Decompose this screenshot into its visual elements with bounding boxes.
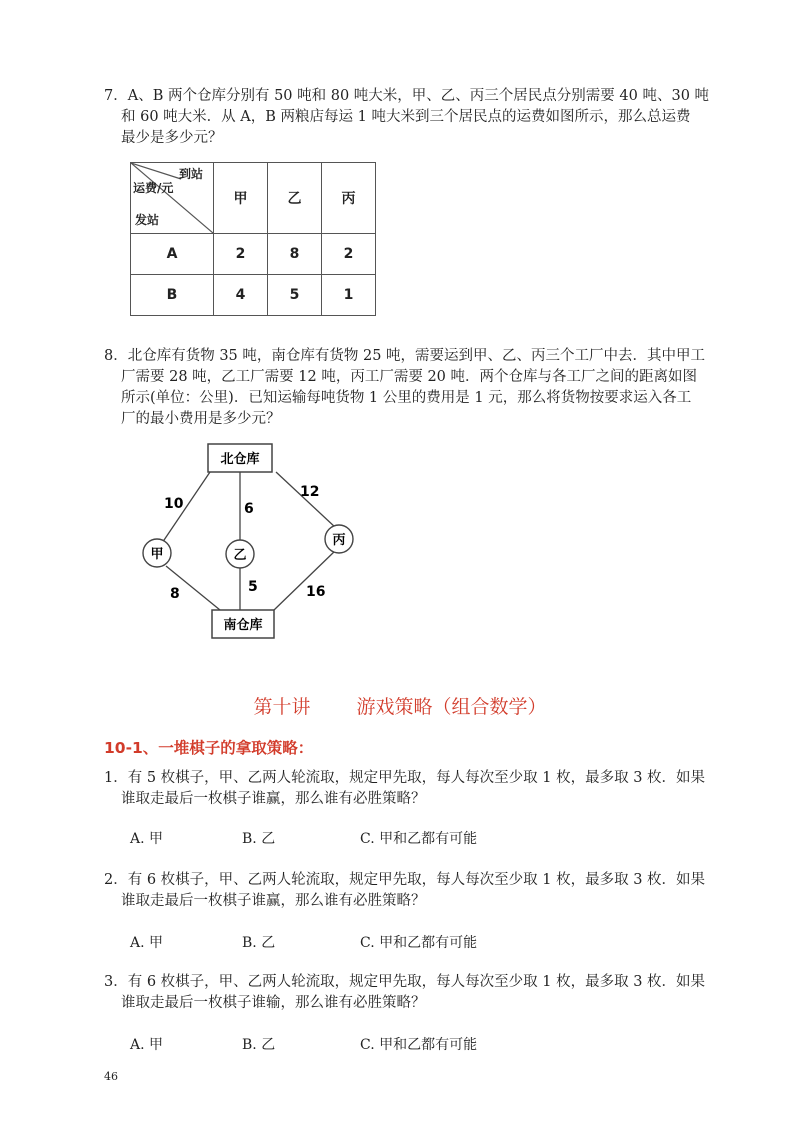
p2-option-a: A. 甲 bbox=[130, 935, 164, 951]
cell-a-yi: 8 bbox=[268, 234, 322, 275]
distance-south-jia: 8 bbox=[170, 586, 180, 602]
p2-option-b: B. 乙 bbox=[242, 935, 276, 951]
cell-a-bing: 2 bbox=[322, 234, 376, 275]
column-header-jia: 甲 bbox=[214, 163, 268, 234]
q7-line-2: 和 60 吨大米．从 A，B 两粮店每运 1 吨大米到三个居民点的运费如图所示，那么总运费 bbox=[121, 109, 691, 125]
q7-line-1: 7．A、B 两个仓库分别有 50 吨和 80 吨大米，甲、乙、丙三个居民点分别需要 40 吨、30 吨 bbox=[104, 88, 710, 104]
lecture-number: 第十讲 bbox=[253, 696, 311, 718]
p1-option-c: C. 甲和乙都有可能 bbox=[360, 831, 478, 847]
south-warehouse-label: 南仓库 bbox=[223, 618, 263, 633]
q8-line-2: 厂需要 28 吨，乙工厂需要 12 吨，丙工厂需要 20 吨．两个仓库与各工厂之间的距离如图 bbox=[121, 369, 698, 385]
factory-yi-label: 乙 bbox=[233, 548, 247, 563]
problem-1 bbox=[104, 768, 744, 810]
distance-north-jia: 10 bbox=[164, 496, 184, 512]
p3-line-2: 谁取走最后一枚棋子谁输，那么谁有必胜策略？ bbox=[121, 995, 426, 1011]
page-number: 46 bbox=[104, 1070, 118, 1083]
lecture-heading bbox=[0, 692, 800, 719]
edge-north-bing bbox=[276, 472, 336, 528]
cell-b-yi: 5 bbox=[268, 275, 322, 316]
distance-south-bing: 16 bbox=[306, 584, 326, 600]
cell-b-jia: 4 bbox=[214, 275, 268, 316]
row-label-b: B bbox=[131, 275, 214, 316]
cell-b-bing: 1 bbox=[322, 275, 376, 316]
question-7 bbox=[104, 86, 744, 149]
problem-3 bbox=[104, 972, 744, 1014]
question-8 bbox=[104, 346, 744, 430]
table-row bbox=[131, 234, 376, 275]
table-corner-cell bbox=[131, 163, 214, 234]
north-warehouse-label: 北仓库 bbox=[220, 452, 260, 467]
factory-jia-label: 甲 bbox=[150, 547, 164, 562]
cell-a-jia: 2 bbox=[214, 234, 268, 275]
section-heading: 10-1、一堆棋子的拿取策略： bbox=[104, 739, 314, 757]
p2-option-c: C. 甲和乙都有可能 bbox=[360, 935, 478, 951]
row-label-a: A bbox=[131, 234, 214, 275]
warehouse-distance-diagram bbox=[140, 438, 380, 648]
lecture-title: 游戏策略（组合数学） bbox=[356, 696, 547, 718]
p1-line-1: 1．有 5 枚棋子，甲、乙两人轮流取，规定甲先取，每人每次至少取 1 枚，最多取 3 枚．如果 bbox=[104, 770, 706, 786]
corner-label-cost: 运费/元 bbox=[133, 181, 174, 195]
q8-line-4: 厂的最小费用是多少元？ bbox=[121, 411, 281, 427]
freight-cost-table bbox=[130, 162, 376, 316]
column-header-yi: 乙 bbox=[268, 163, 322, 234]
p2-line-1: 2．有 6 枚棋子，甲、乙两人轮流取，规定甲先取，每人每次至少取 1 枚，最多取 3 枚．如果 bbox=[104, 872, 706, 888]
corner-label-to-station: 到站 bbox=[179, 167, 204, 181]
q8-line-1: 8．北仓库有货物 35 吨，南仓库有货物 25 吨，需要运到甲、乙、丙三个工厂中去．其中甲工 bbox=[104, 348, 706, 364]
edge-south-bing bbox=[274, 550, 336, 610]
p1-line-2: 谁取走最后一枚棋子谁赢，那么谁有必胜策略？ bbox=[121, 791, 426, 807]
distance-north-yi: 6 bbox=[244, 501, 254, 517]
corner-label-from-station: 发站 bbox=[135, 213, 160, 227]
p3-option-b: B. 乙 bbox=[242, 1037, 276, 1053]
table-row bbox=[131, 275, 376, 316]
p3-option-a: A. 甲 bbox=[130, 1037, 164, 1053]
problem-2 bbox=[104, 870, 744, 912]
p2-line-2: 谁取走最后一枚棋子谁赢，那么谁有必胜策略？ bbox=[121, 893, 426, 909]
q7-line-3: 最少是多少元？ bbox=[121, 130, 223, 146]
p3-option-c: C. 甲和乙都有可能 bbox=[360, 1037, 478, 1053]
column-header-bing: 丙 bbox=[322, 163, 376, 234]
factory-bing-label: 丙 bbox=[332, 533, 346, 548]
p3-line-1: 3．有 6 枚棋子，甲、乙两人轮流取，规定甲先取，每人每次至少取 1 枚，最多取 3 枚．如果 bbox=[104, 974, 706, 990]
p1-option-b: B. 乙 bbox=[242, 831, 276, 847]
p1-option-a: A. 甲 bbox=[130, 831, 164, 847]
distance-north-bing: 12 bbox=[300, 484, 320, 500]
distance-south-yi: 5 bbox=[248, 579, 258, 595]
q8-line-3: 所示(单位：公里)．已知运输每吨货物 1 公里的费用是 1 元，那么将货物按要求运入各工 bbox=[121, 390, 692, 406]
